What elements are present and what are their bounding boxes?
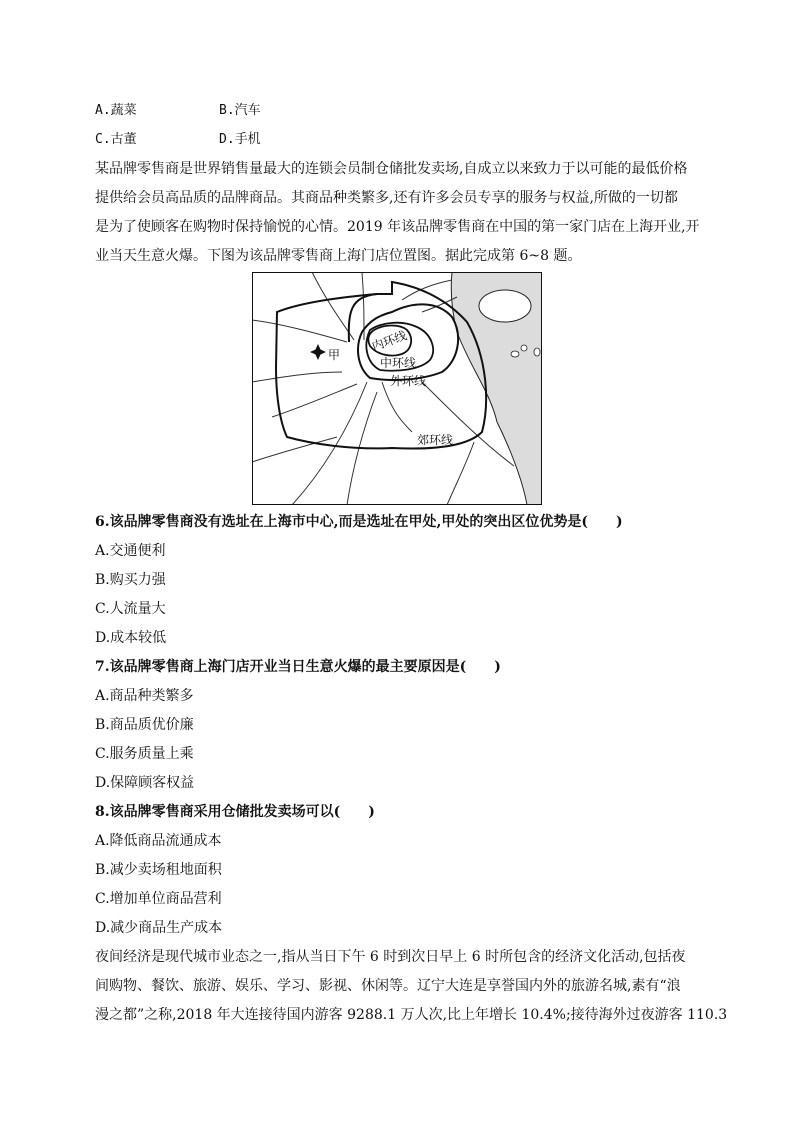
option-b-prev: B.汽车	[219, 103, 261, 118]
option-d-prev: D.手机	[219, 132, 261, 147]
shanghai-store-location-map	[252, 272, 542, 505]
question-6-option-b: B.购买力强	[95, 572, 166, 588]
question-6-option-c: C.人流量大	[95, 601, 166, 617]
question-8-option-a: A.降低商品流通成本	[95, 833, 222, 849]
island	[511, 351, 519, 357]
question-6-stem: 6.该品牌零售商没有选址在上海市中心,而是选址在甲处,甲处的突出区位优势是( )	[95, 514, 623, 530]
question-6-option-d: D.成本较低	[95, 630, 167, 646]
outer-ring-label: 外环线	[390, 374, 427, 388]
option-a-prev: A.蔬菜	[95, 103, 137, 118]
store-label: 甲	[328, 348, 341, 362]
passage1-line-3: 是为了使顾客在购物时保持愉悦的心情。2019 年该品牌零售商在中国的第一家门店在上海开业,开	[95, 219, 700, 235]
question-8-option-c: C.增加单位商品营利	[95, 891, 222, 907]
question-7-stem: 7.该品牌零售商上海门店开业当日生意火爆的最主要原因是( )	[95, 659, 501, 675]
passage2-line-3: 漫之都”之称,2018 年大连接待国内游客 9288.1 万人次,比上年增长 10.4%;接待海外过夜游客 110.3	[95, 1007, 728, 1023]
middle-ring-label: 中环线	[380, 356, 417, 370]
question-7-option-d: D.保障顾客权益	[95, 775, 195, 791]
island	[479, 290, 531, 322]
question-7-option-c: C.服务质量上乘	[95, 746, 194, 762]
passage1-line-2: 提供给会员高品质的品牌商品。其商品种类繁多,还有许多会员专享的服务与权益,所做的一切都	[95, 190, 678, 206]
passage2-line-2: 间购物、餐饮、旅游、娱乐、学习、影视、休闲等。辽宁大连是享誉国内外的旅游名城,素有“浪	[95, 978, 681, 994]
island	[534, 348, 540, 356]
question-8-stem: 8.该品牌零售商采用仓储批发卖场可以( )	[95, 804, 375, 820]
island	[521, 345, 527, 351]
question-6-option-a: A.交通便利	[95, 543, 166, 559]
question-8-option-d: D.减少商品生产成本	[95, 920, 223, 936]
suburban-ring-label: 郊环线	[417, 433, 454, 447]
passage2-line-1: 夜间经济是现代城市业态之一,指从当日下午 6 时到次日早上 6 时所包含的经济文化活动,包括夜	[95, 949, 686, 965]
inner-ring-label: 内环线	[369, 328, 409, 354]
passage1-line-1: 某品牌零售商是世界销售量最大的连锁会员制仓储批发卖场,自成立以来致力于以可能的最低价格	[95, 161, 688, 177]
question-7-option-a: A.商品种类繁多	[95, 688, 194, 704]
passage1-line-4: 业当天生意火爆。下图为该品牌零售商上海门店位置图。据此完成第 6~8 题。	[95, 248, 582, 264]
option-c-prev: C.古董	[95, 132, 137, 147]
question-7-option-b: B.商品质优价廉	[95, 717, 194, 733]
question-8-option-b: B.减少卖场租地面积	[95, 862, 222, 878]
